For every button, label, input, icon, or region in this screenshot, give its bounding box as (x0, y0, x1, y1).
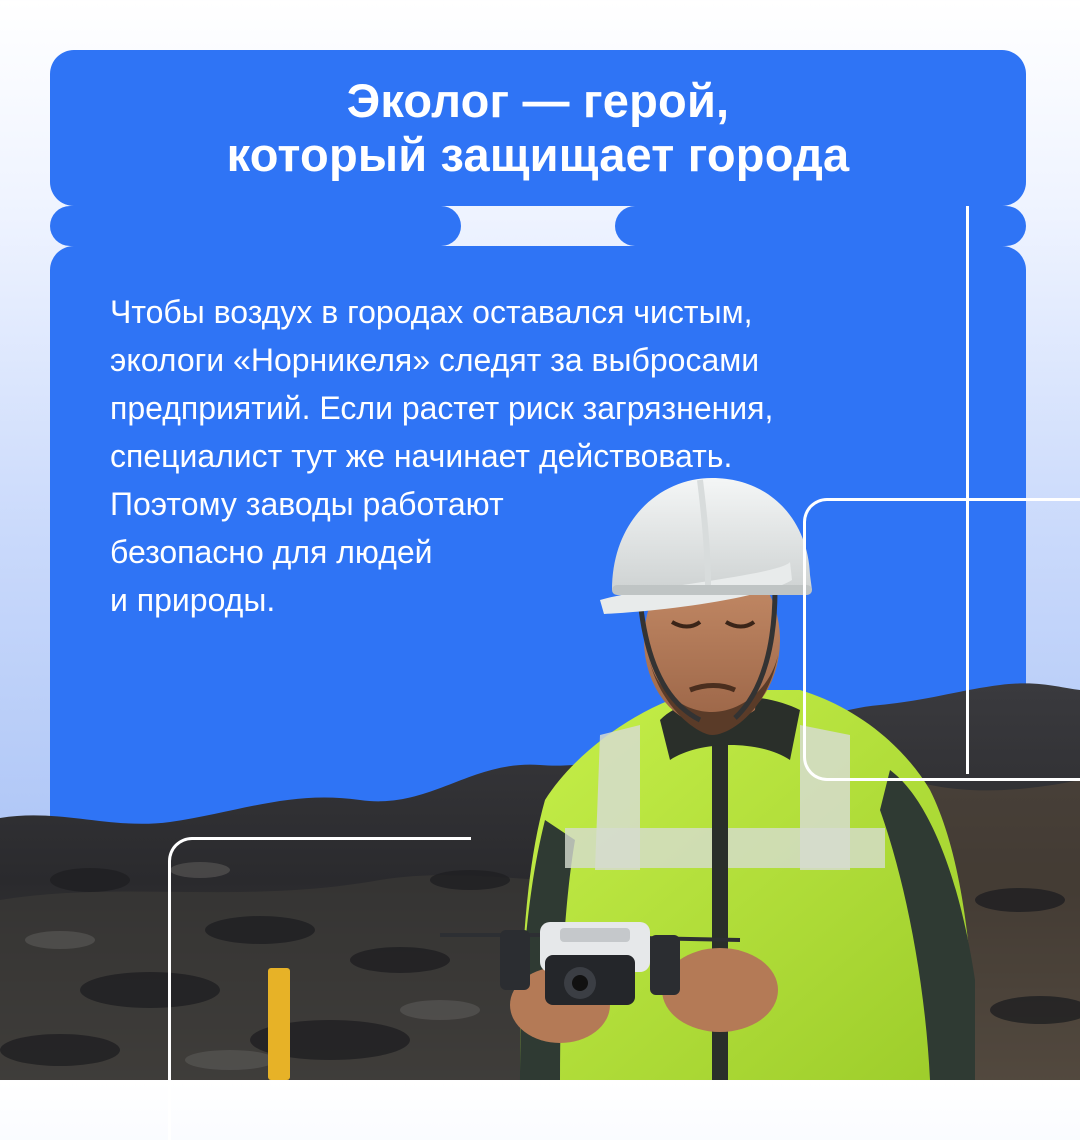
body-line: и природы. (110, 582, 276, 618)
body-line: специалист тут же начинает действовать. (110, 438, 733, 474)
title-line-2: который защищает города (226, 128, 850, 181)
body-line: экологи «Норникеля» следят за выбросами (110, 342, 760, 378)
title-line-1: Эколог — герой, (346, 74, 730, 127)
body-line: Чтобы воздух в городах оставался чистым, (110, 294, 753, 330)
body-text (110, 288, 773, 624)
body-line: Поэтому заводы работают (110, 486, 504, 522)
decor-frame-bottom-left (168, 837, 471, 1140)
decor-frame-right (803, 498, 1080, 781)
body-line: предприятий. Если растет риск загрязнения, (110, 390, 774, 426)
body-line: безопасно для людей (110, 534, 433, 570)
